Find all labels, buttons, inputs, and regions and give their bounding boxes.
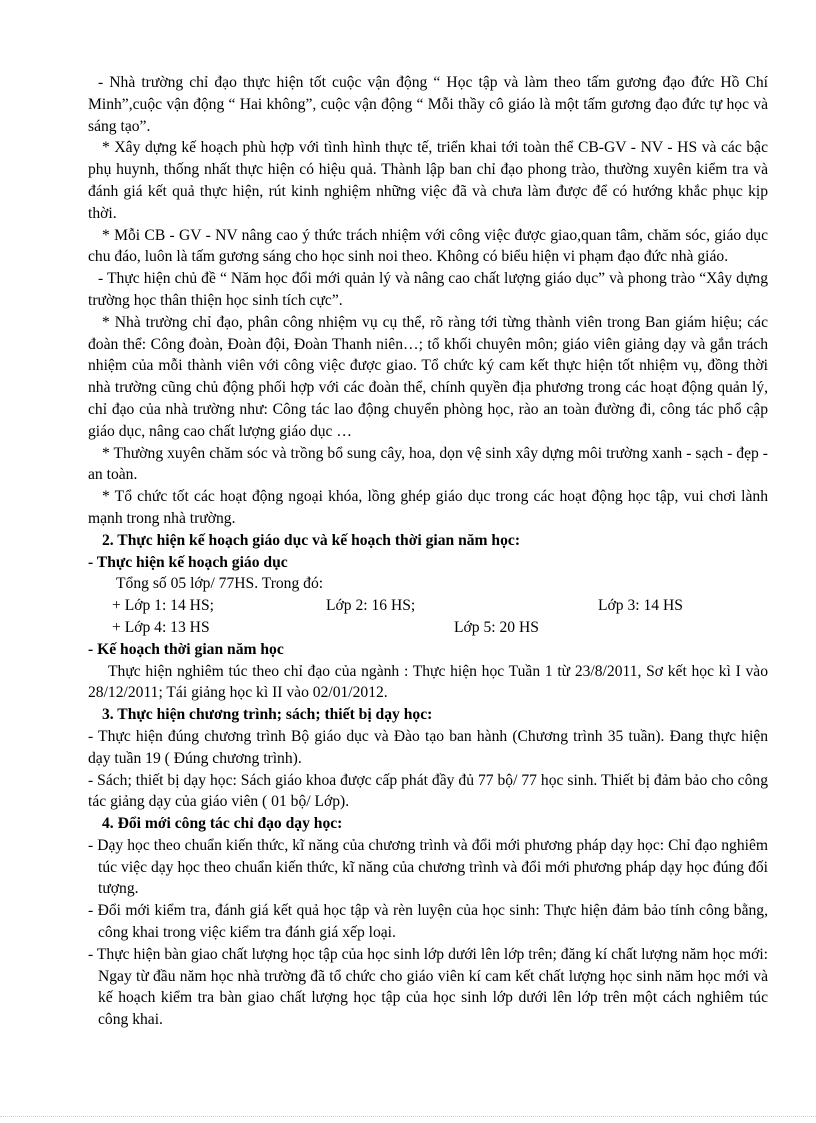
schedule-text: Thực hiện nghiêm túc theo chỉ đạo của ngành : Thực hiện học Tuần 1 từ 23/8/2011, Sơ kết học kì I vào 28/12/2011; Tái giảng học kì II vào 02/01/2012. [88, 662, 768, 702]
class-3: Lớp 3: 14 HS [598, 597, 683, 615]
class-row-1 [88, 595, 768, 617]
teaching-standards-text: - Dạy học theo chuẩn kiến thức, kĩ năng của chương trình và đổi mới phương pháp dạy học: Chỉ đạo nghiêm túc việc dạy học theo chuẩn kiến thức, kĩ năng của chương trình và đổi mới phương pháp dạy học đúng đối tượng. [88, 836, 768, 898]
class-1: + Lớp 1: 14 HS; [112, 597, 214, 615]
document-page [88, 72, 768, 1031]
page-bottom-divider [0, 1116, 816, 1117]
section-4-heading: 4. Đổi mới công tác chỉ đạo dạy học: [102, 815, 343, 833]
paragraph-assignment: * Nhà trường chỉ đạo, phân công nhiệm vụ cụ thể, rõ ràng tới từng thành viên trong Ban giám hiệu; các đoàn thể: Công đoàn, Đoàn đội, Đoàn Thanh niên…; tổ khối chuyên môn; giáo viên giảng dạy và gắn trách nhiệm của mỗi thành viên với công việc được giao. Tổ chức ký cam kết thực hiện tốt nhiệm vụ, đồng thời nhà trường cũng chủ động phối hợp với các đoàn thể, chính quyền địa phương trong các hoạt động quản lý, chỉ đạo của nhà trường như: Công tác lao động chuyển phòng học, rào an toàn đường đi, công tác phổ cập giáo dục, nâng cao chất lượng giáo dục … [88, 313, 768, 440]
paragraph-theme: - Thực hiện chủ đề “ Năm học đổi mới quản lý và nâng cao chất lượng giáo dục” và phong trào “Xây dựng trường học thân thiện học sinh tích cực”. [88, 270, 768, 309]
paragraph-plan: * Xây dựng kế hoạch phù hợp với tình hình thực tế, triển khai tới toàn thể CB-GV - NV - HS và các bậc phụ huynh, thống nhất thực hiện có hiệu quả. Thành lập ban chỉ đạo phong trào, thường xuyên kiểm tra và đánh giá kết quả thực hiện, rút kinh nghiệm những việc đã và chưa làm được để có hướng khắc phục kịp thời. [88, 139, 768, 222]
class-5: Lớp 5: 20 HS [454, 618, 539, 636]
paragraph-environment: * Thường xuyên chăm sóc và trồng bổ sung cây, hoa, dọn vệ sinh xây dựng môi trường xanh - sạch - đẹp - an toàn. [88, 444, 768, 484]
class-4: + Lớp 4: 13 HS [112, 618, 210, 636]
paragraph-campaign: - Nhà trường chỉ đạo thực hiện tốt cuộc vận động “ Học tập và làm theo tấm gương đạo đức Hồ Chí Minh”,cuộc vận động “ Hai không”, cuộc vận động “ Mỗi thầy cô giáo là một tấm gương đạo đức tự học và sáng tạo”. [88, 74, 768, 135]
books-equipment-text: - Sách; thiết bị dạy học: Sách giáo khoa được cấp phát đầy đủ 77 bộ/ 77 học sinh. Thiết bị đảm bảo cho công tác giảng dạy của giáo viên ( 01 bộ/ Lớp). [88, 771, 768, 811]
assessment-text: - Đổi mới kiểm tra, đánh giá kết quả học tập và rèn luyện của học sinh: Thực hiện đảm bảo tính công bằng, công khai trong việc kiểm tra đánh giá xếp loại. [88, 902, 768, 942]
program-text: - Thực hiện đúng chương trình Bộ giáo dục và Đào tạo ban hành (Chương trình 35 tuần). Đang thực hiện dạy tuần 19 ( Đúng chương trình). [88, 727, 768, 767]
section-2-heading: 2. Thực hiện kế hoạch giáo dục và kế hoạch thời gian năm học: [102, 531, 521, 549]
paragraph-activities: * Tổ chức tốt các hoạt động ngoại khóa, lồng ghép giáo dục trong các hoạt động học tập, vui chơi lành mạnh trong nhà trường. [88, 488, 768, 527]
quality-handover-text: - Thực hiện bàn giao chất lượng học tập của học sinh lớp dưới lên lớp trên; đăng kí chất lượng năm học mới: Ngay từ đầu năm học nhà trường đã tổ chức cho giáo viên kí cam kết chất lượng học sinh năm học mới và kế hoạch kiểm tra bàn giao chất lượng học tập của học sinh lớp dưới lên lớp trên một cách nghiêm túc công khai. [88, 945, 768, 1029]
subheading-education-plan: - Thực hiện kế hoạch giáo dục [88, 553, 288, 571]
section-3-heading: 3. Thực hiện chương trình; sách; thiết bị dạy học: [102, 706, 433, 724]
class-2: Lớp 2: 16 HS; [326, 597, 416, 615]
class-total: Tổng số 05 lớp/ 77HS. Trong đó: [116, 575, 324, 593]
class-row-2 [88, 617, 768, 639]
paragraph-responsibility: * Mỗi CB - GV - NV nâng cao ý thức trách nhiệm với công việc được giao,quan tâm, chăm sóc, giáo dục chu đáo, luôn là tấm gương sáng cho học sinh noi theo. Không có biểu hiện vi phạm đạo đức nhà giáo. [88, 226, 768, 266]
subheading-time-plan: - Kế hoạch thời gian năm học [88, 640, 284, 658]
